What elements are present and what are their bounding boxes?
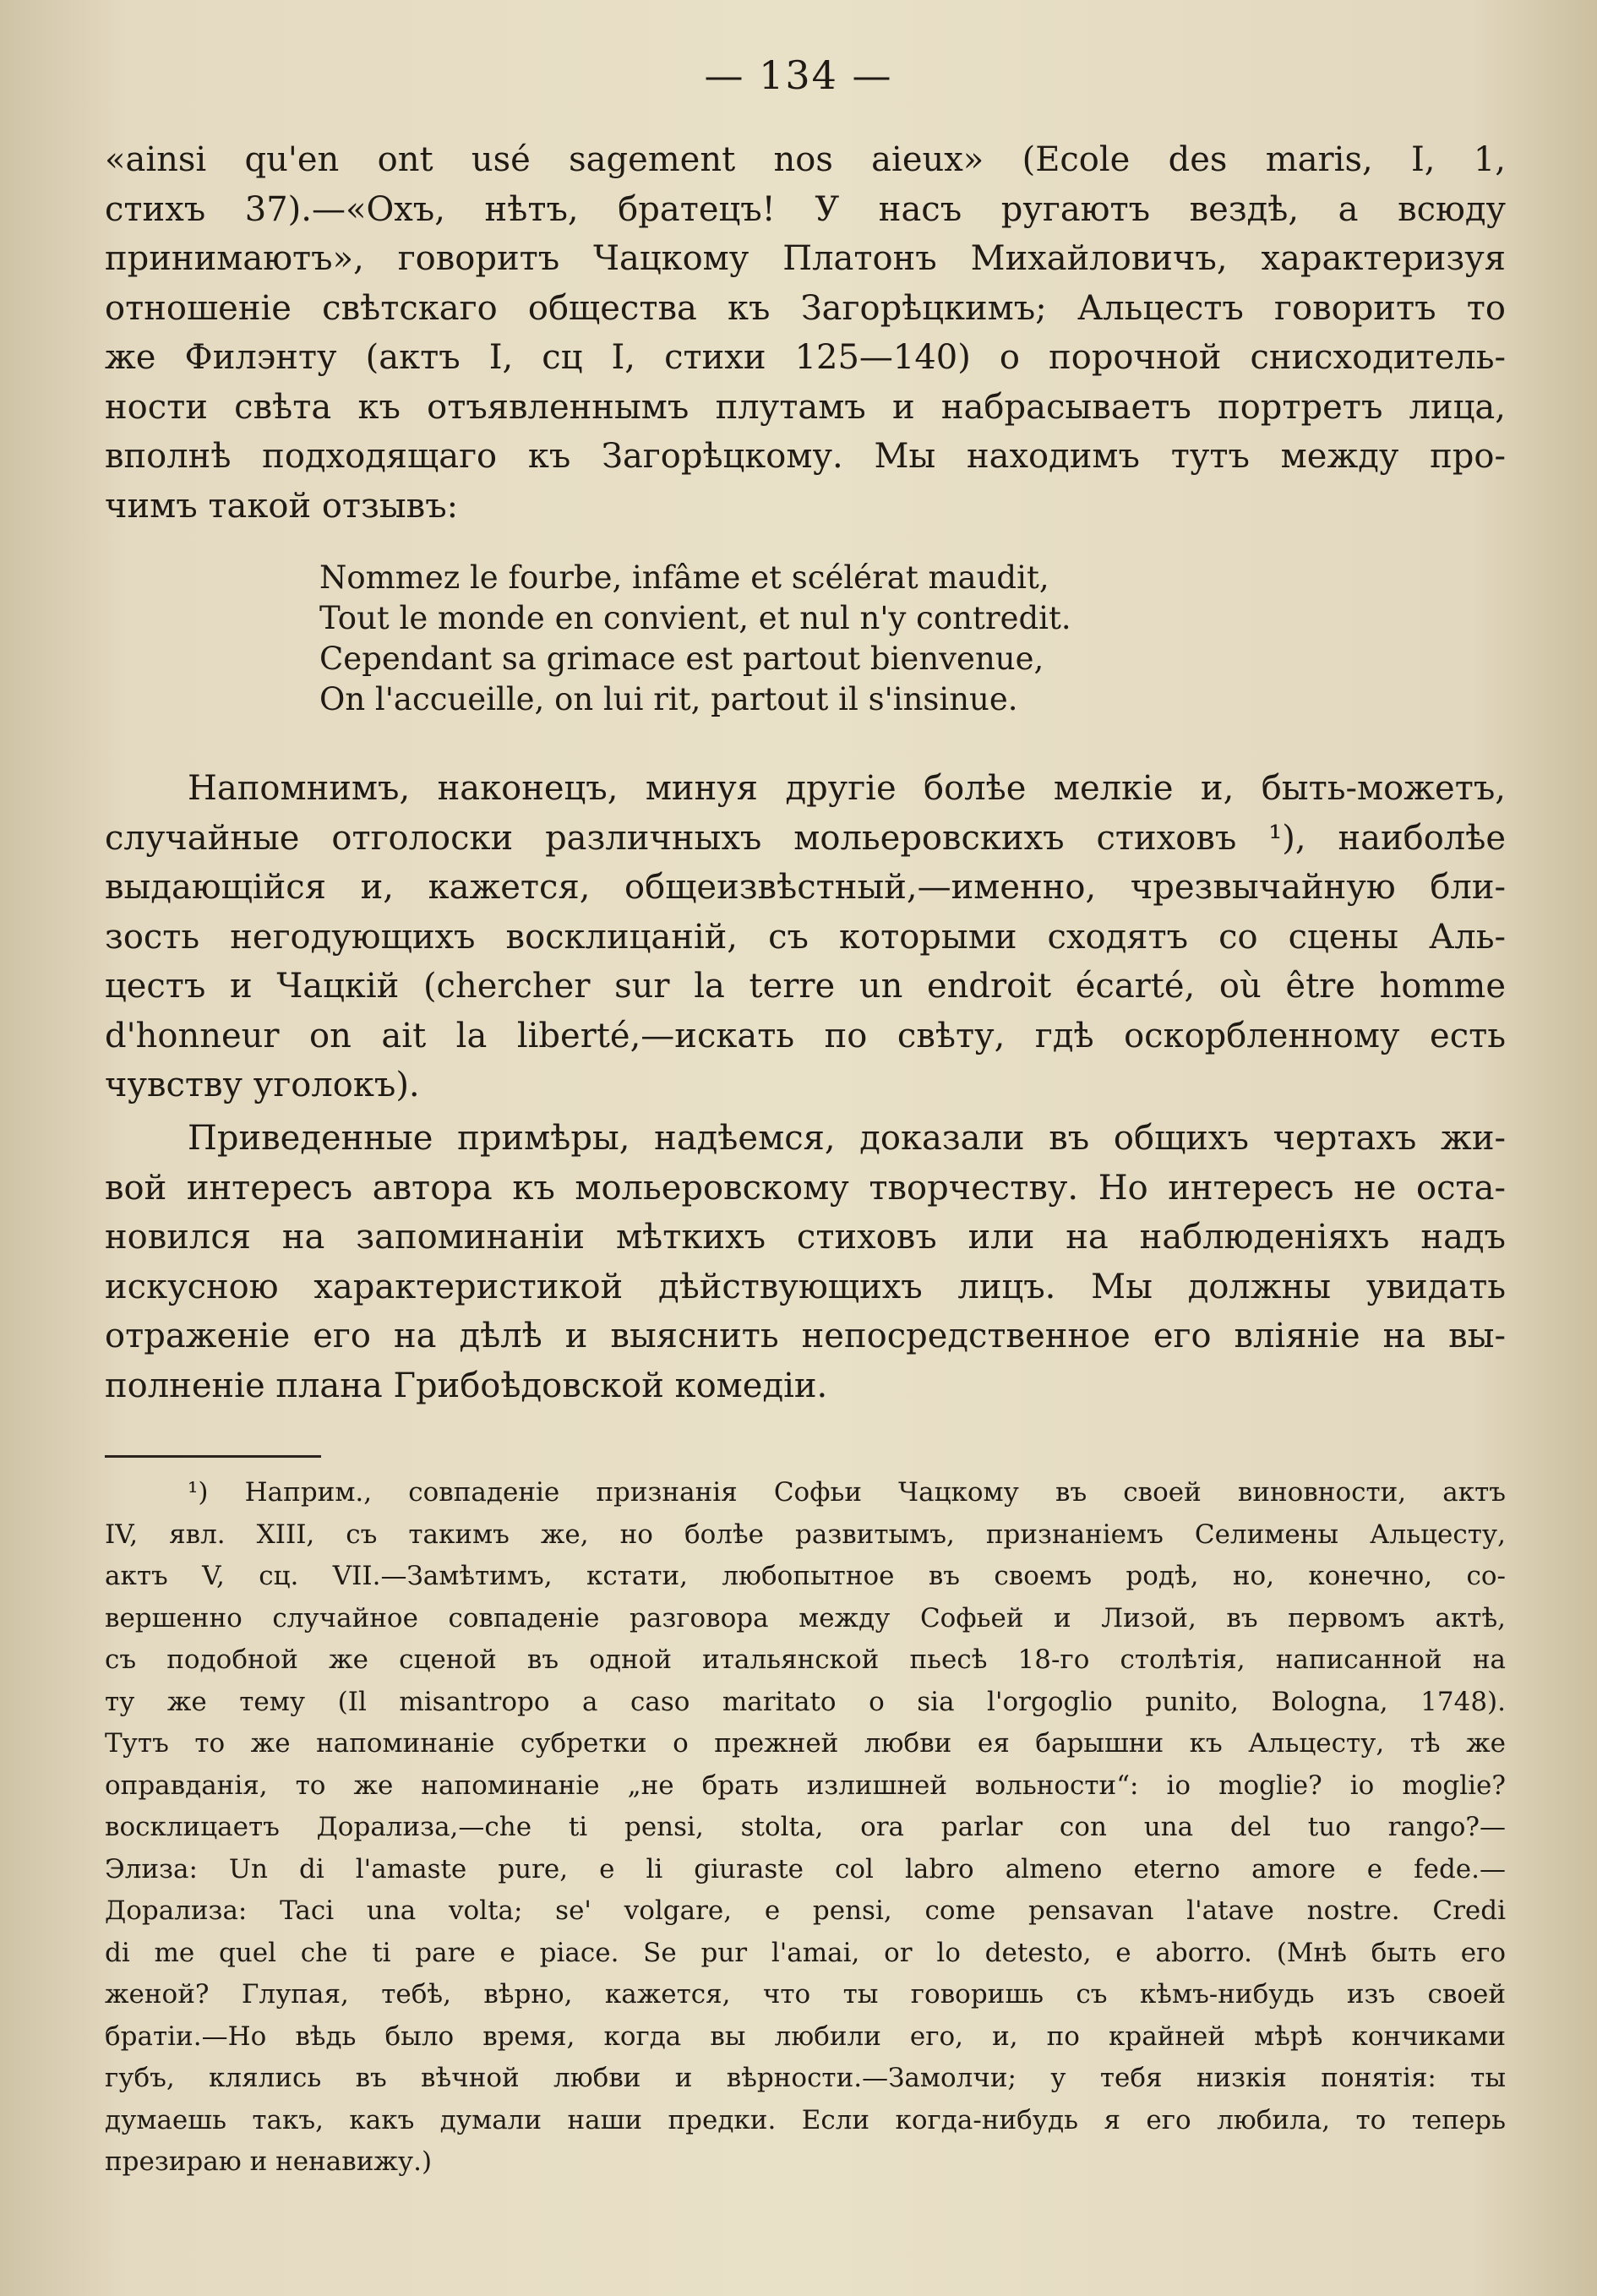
text-line: d'honneur on ait la liberté,—искать по свѣту, гдѣ оскорбленному есть <box>105 1016 1506 1055</box>
page-number: — 134 — <box>704 52 893 98</box>
text-line: отношеніе свѣтскаго общества къ Загорѣцкимъ; Альцестъ говоритъ то <box>105 288 1506 328</box>
text-line: же Филэнту (актъ I, сц I, стихи 125—140) о порочной снисходитель- <box>105 338 1506 377</box>
verse-line: Tout le monde en convient, et nul n'y contredit. <box>319 600 1071 636</box>
paragraph-3 <box>105 1114 1506 1410</box>
text-line: вой интересъ автора къ мольеровскому творчеству. Но интересъ не оста- <box>105 1168 1506 1208</box>
text-line: выдающійся и, кажется, общеизвѣстный,—именно, чрезвычайную бли- <box>105 868 1506 907</box>
text-line: стихъ 37).—«Охъ, нѣтъ, братецъ! У насъ ругаютъ вездѣ, а всюду <box>105 189 1506 229</box>
text-line: ности свѣта къ отъявленнымъ плутамъ и набрасываетъ портретъ лица, <box>105 387 1506 427</box>
text-line: чимъ такой отзывъ: <box>105 486 459 526</box>
footnote-line: ¹) Наприм., совпаденіе признанія Софьи Чацкому въ своей виновности, актъ <box>188 1477 1506 1508</box>
text-line: отраженіе его на дѣлѣ и выяснить непосредственное его вліяніе на вы- <box>105 1317 1506 1355</box>
paragraph-2 <box>105 764 1506 1110</box>
footnote-line: di me quel che ti pare e piace. Se pur l'amai, or lo detesto, e aborro. (Мнѣ быть его <box>105 1937 1506 1968</box>
text-line: Напомнимъ, наконецъ, минуя другіе болѣе мелкіе и, быть-можетъ, <box>188 769 1506 808</box>
text-line: зость негодующихъ восклицаній, съ которыми сходятъ со сцены Аль- <box>105 917 1506 957</box>
footnote-line: оправданія, то же напоминаніе „не брать излишней вольности“: io moglie? io moglie? <box>105 1770 1506 1801</box>
text-line: цестъ и Чацкій (chercher sur la terre un endroit écarté, où être homme <box>105 967 1506 1006</box>
intro-paragraph <box>105 135 1506 531</box>
text-line: Приведенные примѣры, надѣемся, доказали въ общихъ чертахъ жи- <box>188 1119 1506 1158</box>
footnote-line: думаешь такъ, какъ думали наши предки. Если когда-нибудь я его любила, то теперь <box>105 2104 1506 2135</box>
text-line: «ainsi qu'en ont usé sagement nos aieux» (Ecole des maris, I, 1, <box>105 140 1506 179</box>
footnote-line: актъ V, сц. VII.—Замѣтимъ, кстати, любопытное въ своемъ родѣ, но, конечно, со- <box>105 1561 1506 1591</box>
text-line: вполнѣ подходящаго къ Загорѣцкому. Мы находимъ тутъ между про- <box>105 437 1506 476</box>
footnote-line: губъ, клялись въ вѣчной любви и вѣрности.—Замолчи; у тебя низкія понятія: ты <box>105 2063 1506 2093</box>
verse-line: Cependant sa grimace est partout bienvenue, <box>319 641 1044 677</box>
footnote-line: ту же тему (Il misantropo a caso maritato o sia l'orgoglio punito, Bologna, 1748). <box>105 1686 1506 1717</box>
footnote-line: женой? Глупая, тебѣ, вѣрно, кажется, что ты говоришь съ кѣмъ-нибудь изъ своей <box>105 1979 1506 2010</box>
text-line: полненіе плана Грибоѣдовской комедіи. <box>105 1366 828 1405</box>
text-line: искусною характеристикой дѣйствующихъ лицъ. Мы должны увидать <box>105 1267 1506 1306</box>
footnote-line: вершенно случайное совпаденіе разговора между Софьей и Лизой, въ первомъ актѣ, <box>105 1602 1506 1633</box>
text-line: принимаютъ», говоритъ Чацкому Платонъ Михайловичъ, характеризуя <box>105 239 1506 278</box>
verse-line: Nommez le fourbe, infâme et scélérat maudit, <box>319 559 1049 596</box>
text-line: чувству уголокъ). <box>105 1066 420 1104</box>
footnote-line: Тутъ то же напоминаніе субретки о прежней любви ея барышни къ Альцесту, тѣ же <box>105 1728 1506 1759</box>
footnote <box>105 1472 1506 2184</box>
footnote-line: братіи.—Но вѣдь было время, когда вы любили его, и, по крайней мѣрѣ кончиками <box>105 2021 1506 2052</box>
footnote-line: восклицаетъ Дорализа,—che ti pensi, stolta, ora parlar con una del tuo rango?— <box>105 1812 1506 1842</box>
text-line: случайные отголоски различныхъ мольеровскихъ стиховъ ¹), наиболѣе <box>105 818 1506 858</box>
text-line: новился на запоминаніи мѣткихъ стиховъ или на наблюденіяхъ надъ <box>105 1218 1506 1257</box>
footnote-line: Дорализа: Taci una volta; se' volgare, e pensi, come pensavan l'atave nostre. Credi <box>105 1895 1506 1926</box>
footnote-line: съ подобной же сценой въ одной итальянской пьесѣ 18-го столѣтія, написанной на <box>105 1644 1506 1675</box>
verse-line: On l'accueille, on lui rit, partout il s'insinue. <box>319 681 1018 717</box>
footnote-line: IV, явл. XIII, съ такимъ же, но болѣе развитымъ, признаніемъ Селимены Альцесту, <box>105 1519 1506 1550</box>
verse-quote <box>319 558 1071 720</box>
footnote-line: презираю и ненавижу.) <box>105 2146 433 2177</box>
footnote-line: Элиза: Un di l'amaste pure, e li giuraste col labro almeno eterno amore e fede.— <box>105 1853 1506 1884</box>
footnote-divider <box>105 1455 321 1458</box>
